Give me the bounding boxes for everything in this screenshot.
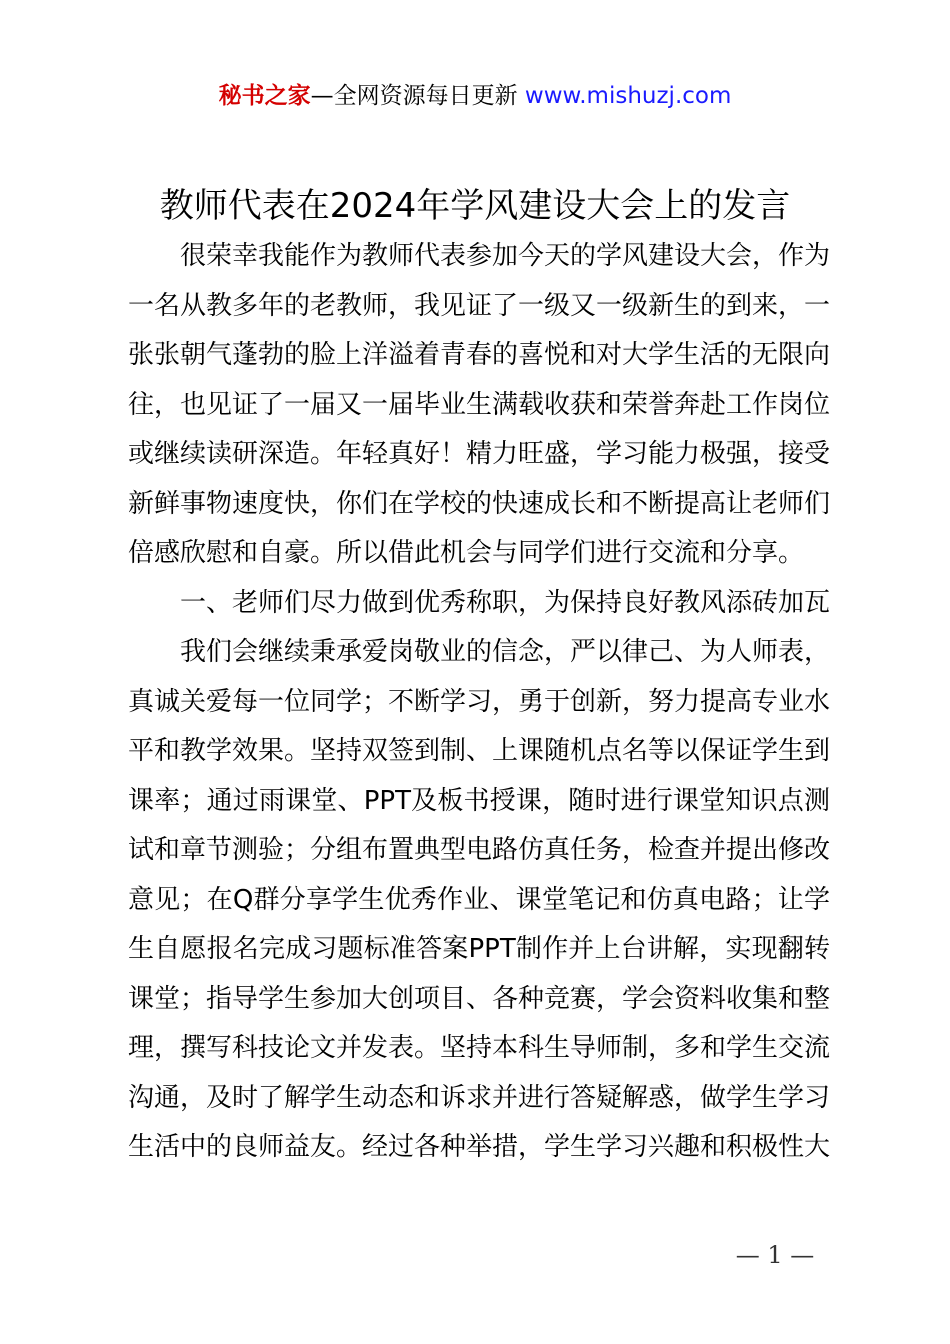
page-number: — 1 — — [735, 1241, 815, 1269]
site-url-link[interactable]: www.mishuzj.com — [524, 83, 732, 109]
intro-paragraph: 很荣幸我能作为教师代表参加今天的学风建设大会，作为一名从教多年的老教师，我见证了一级又一级新生的到来，一张张朝气蓬勃的脸上洋溢着青春的喜悦和对大学生活的无限向往，也见证了一届又一届毕业生满载收获和荣誉奔赴工作岗位或继续读研深造。年轻真好！精力旺盛，学习能力极强，接受新鲜事物速度快，你们在学校的快速成长和不断提高让老师们倍感欣慰和自豪。所以借此机会与同学们进行交流和分享。 — [128, 241, 831, 568]
site-tagline: —全网资源每日更新 — [310, 83, 525, 109]
section-1-paragraph: 我们会继续秉承爱岗敬业的信念，严以律己、为人师表，真诚关爱每一位同学；不断学习，勇于创新，努力提高专业水平和教学效果。坚持双签到制、上课随机点名等以保证学生到课率；通过雨课堂、PPT及板书授课，随时进行课堂知识点测试和章节测验；分组布置典型电路仿真任务，检查并提出修改意见；在Q群分享学生优秀作业、课堂笔记和仿真电路；让学生自愿报名完成习题标准答案PPT制作并上台讲解，实现翻转课堂；指导学生参加大创项目、各种竞赛，学会资料收集和整理，撰写科技论文并发表。坚持本科生导师制，多和学生交流沟通，及时了解学生动态和诉求并进行答疑解惑，做学生学习生活中的良师益友。经过各种举措，学生学习兴趣和积极性大 — [128, 637, 831, 1162]
document-title: 教师代表在2024年学风建设大会上的发言 — [159, 186, 791, 226]
document-body — [128, 232, 830, 1173]
site-brand: 秘书之家 — [218, 83, 311, 109]
site-header — [0, 80, 950, 112]
section-heading-1: 一、老师们尽力做到优秀称职，为保持良好教风添砖加瓦 — [180, 587, 831, 618]
